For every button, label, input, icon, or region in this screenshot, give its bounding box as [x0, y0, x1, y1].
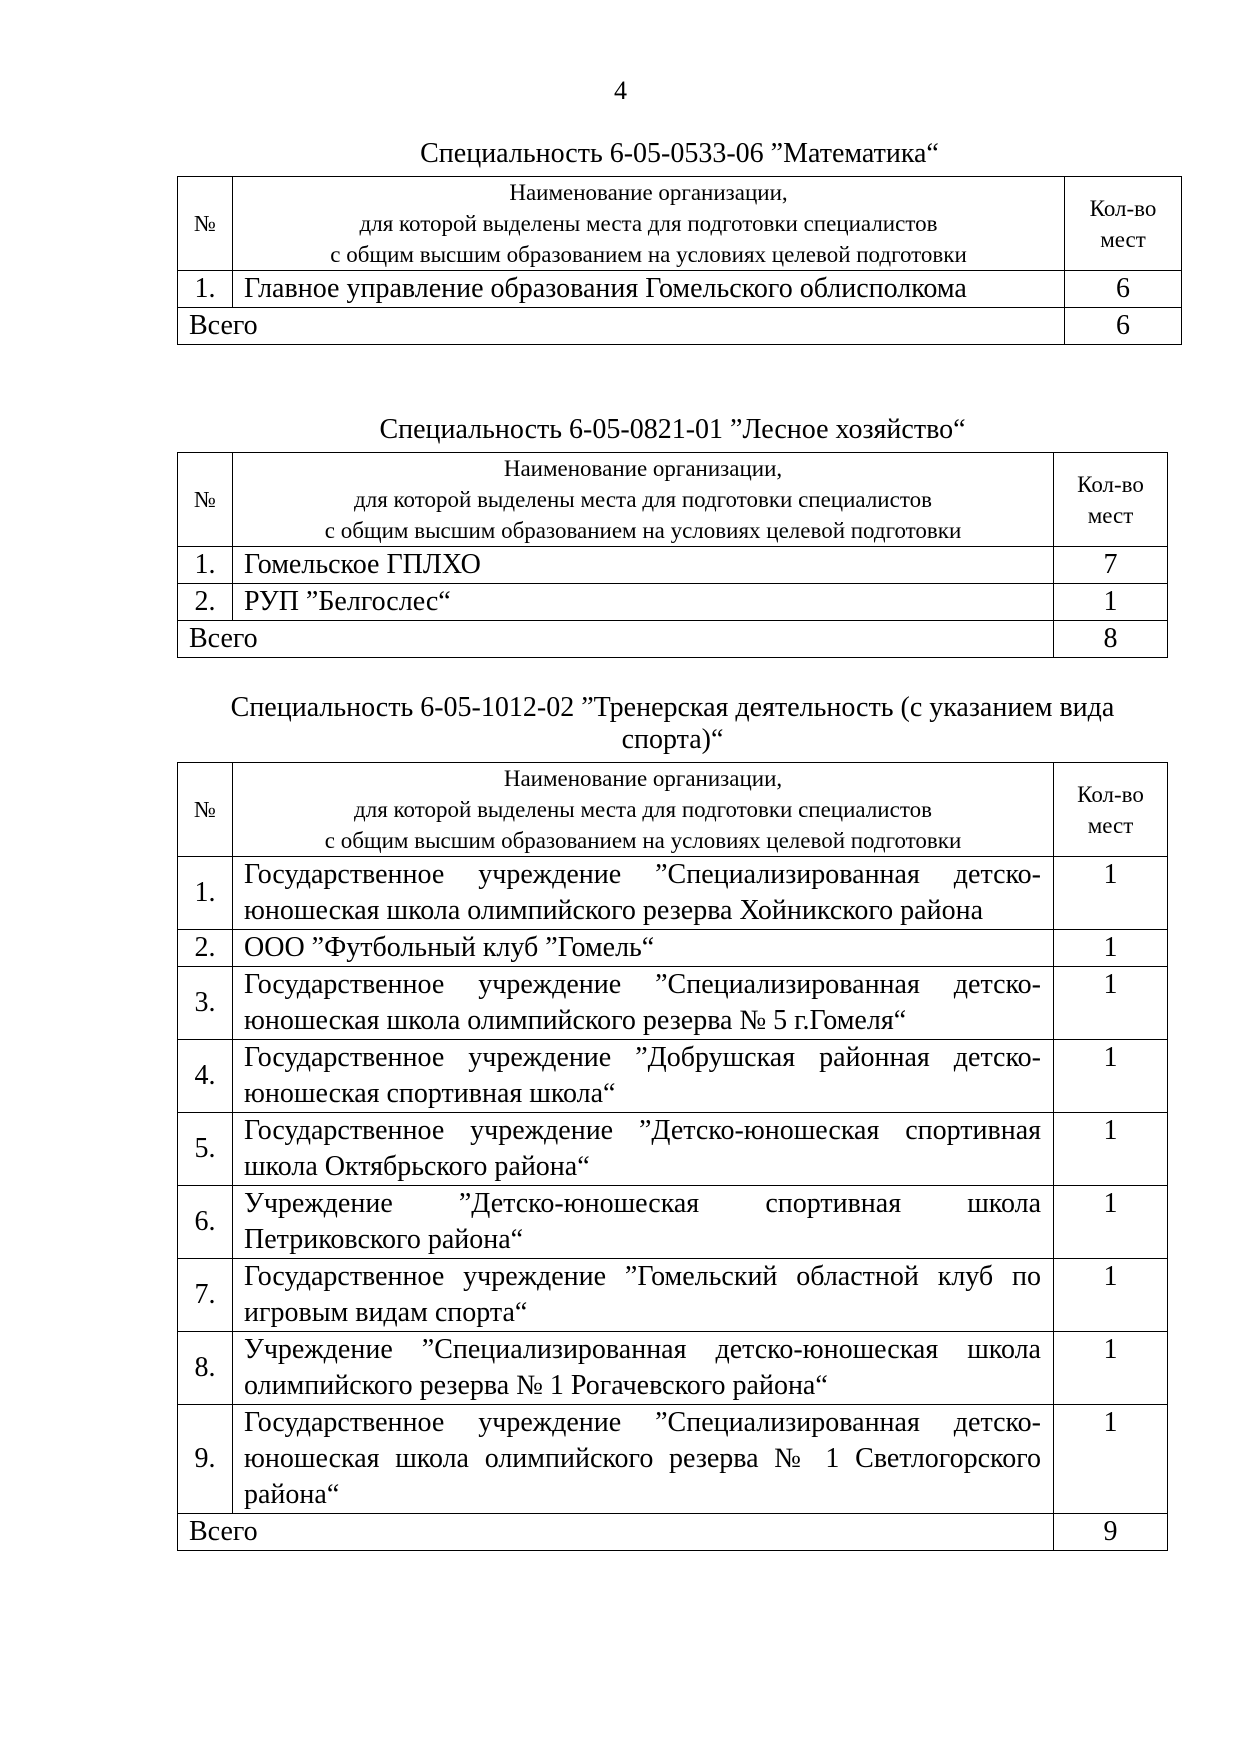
row-count: 1 — [1054, 1186, 1168, 1259]
header-name: Наименование организации, для которой выделены места для подготовки специалистов с общим высшим образованием на условиях целевой подготовки — [233, 453, 1054, 547]
row-num: 6. — [178, 1186, 233, 1259]
total-label: Всего — [178, 308, 1065, 345]
table-row — [178, 967, 1168, 1040]
row-organization: Государственное учреждение ”Специализированная детско-юношеская школа олимпийского резерва № 1 Светлогорского района“ — [233, 1405, 1054, 1514]
row-organization: ООО ”Футбольный клуб ”Гомель“ — [233, 930, 1054, 967]
row-num: 1. — [178, 547, 233, 584]
header-num: № — [178, 763, 233, 857]
row-count: 1 — [1054, 1040, 1168, 1113]
section-coaching — [177, 692, 1168, 1551]
table-row — [178, 547, 1168, 584]
row-organization: РУП ”Белгослес“ — [233, 584, 1054, 621]
allocation-table — [177, 452, 1168, 658]
row-count: 1 — [1054, 584, 1168, 621]
row-organization: Государственное учреждение ”Гомельский областной клуб по игровым видам спорта“ — [233, 1259, 1054, 1332]
row-count: 1 — [1054, 930, 1168, 967]
row-count: 7 — [1054, 547, 1168, 584]
row-num: 5. — [178, 1113, 233, 1186]
table-row — [178, 1259, 1168, 1332]
row-count: 1 — [1054, 967, 1168, 1040]
row-num: 8. — [178, 1332, 233, 1405]
header-num: № — [178, 177, 233, 271]
total-label: Всего — [178, 1514, 1054, 1551]
table-header-row — [178, 763, 1168, 857]
row-organization: Главное управление образования Гомельского облисполкома — [233, 271, 1065, 308]
row-organization: Учреждение ”Специализированная детско-юношеская школа олимпийского резерва № 1 Рогачевского района“ — [233, 1332, 1054, 1405]
row-num: 1. — [178, 271, 233, 308]
row-organization: Государственное учреждение ”Специализированная детско-юношеская школа олимпийского резерва № 5 г.Гомеля“ — [233, 967, 1054, 1040]
header-count: Кол-во мест — [1054, 453, 1168, 547]
row-num: 2. — [178, 584, 233, 621]
total-label: Всего — [178, 621, 1054, 658]
row-num: 7. — [178, 1259, 233, 1332]
row-organization: Гомельское ГПЛХО — [233, 547, 1054, 584]
row-organization: Учреждение ”Детско-юношеская спортивная школа Петриковского района“ — [233, 1186, 1054, 1259]
table-row — [178, 930, 1168, 967]
total-row — [178, 621, 1168, 658]
table-row — [178, 1186, 1168, 1259]
table-row — [178, 584, 1168, 621]
row-num: 2. — [178, 930, 233, 967]
page-number: 4 — [614, 76, 627, 105]
row-organization: Государственное учреждение ”Добрушская районная детско-юношеская спортивная школа“ — [233, 1040, 1054, 1113]
header-count: Кол-во мест — [1065, 177, 1182, 271]
table-header-row — [178, 177, 1182, 271]
row-count: 1 — [1054, 857, 1168, 930]
row-count: 1 — [1054, 1405, 1168, 1514]
section-title: Специальность 6-05-0533-06 ”Математика“ — [420, 138, 939, 169]
section-mathematics — [177, 138, 1182, 345]
header-num: № — [178, 453, 233, 547]
total-value: 6 — [1065, 308, 1182, 345]
row-count: 6 — [1065, 271, 1182, 308]
header-count: Кол-во мест — [1054, 763, 1168, 857]
section-forestry — [177, 414, 1168, 658]
total-row — [178, 308, 1182, 345]
row-count: 1 — [1054, 1332, 1168, 1405]
table-row — [178, 1332, 1168, 1405]
row-num: 1. — [178, 857, 233, 930]
table-row — [178, 1040, 1168, 1113]
table-header-row — [178, 453, 1168, 547]
header-name: Наименование организации, для которой выделены места для подготовки специалистов с общим высшим образованием на условиях целевой подготовки — [233, 177, 1065, 271]
table-row — [178, 1113, 1168, 1186]
allocation-table — [177, 176, 1182, 345]
table-row — [178, 857, 1168, 930]
row-num: 4. — [178, 1040, 233, 1113]
total-row — [178, 1514, 1168, 1551]
section-title: Специальность 6-05-0821-01 ”Лесное хозяйство“ — [379, 414, 966, 445]
row-count: 1 — [1054, 1259, 1168, 1332]
row-organization: Государственное учреждение ”Детско-юношеская спортивная школа Октябрьского района“ — [233, 1113, 1054, 1186]
row-organization: Государственное учреждение ”Специализированная детско-юношеская школа олимпийского резерва Хойникского района — [233, 857, 1054, 930]
header-name: Наименование организации, для которой выделены места для подготовки специалистов с общим высшим образованием на условиях целевой подготовки — [233, 763, 1054, 857]
table-row — [178, 271, 1182, 308]
table-row — [178, 1405, 1168, 1514]
section-title: Специальность 6-05-1012-02 ”Тренерская деятельность (с указанием вида спорта)“ — [230, 692, 1115, 755]
total-value: 8 — [1054, 621, 1168, 658]
row-count: 1 — [1054, 1113, 1168, 1186]
row-num: 9. — [178, 1405, 233, 1514]
total-value: 9 — [1054, 1514, 1168, 1551]
allocation-table — [177, 762, 1168, 1551]
row-num: 3. — [178, 967, 233, 1040]
